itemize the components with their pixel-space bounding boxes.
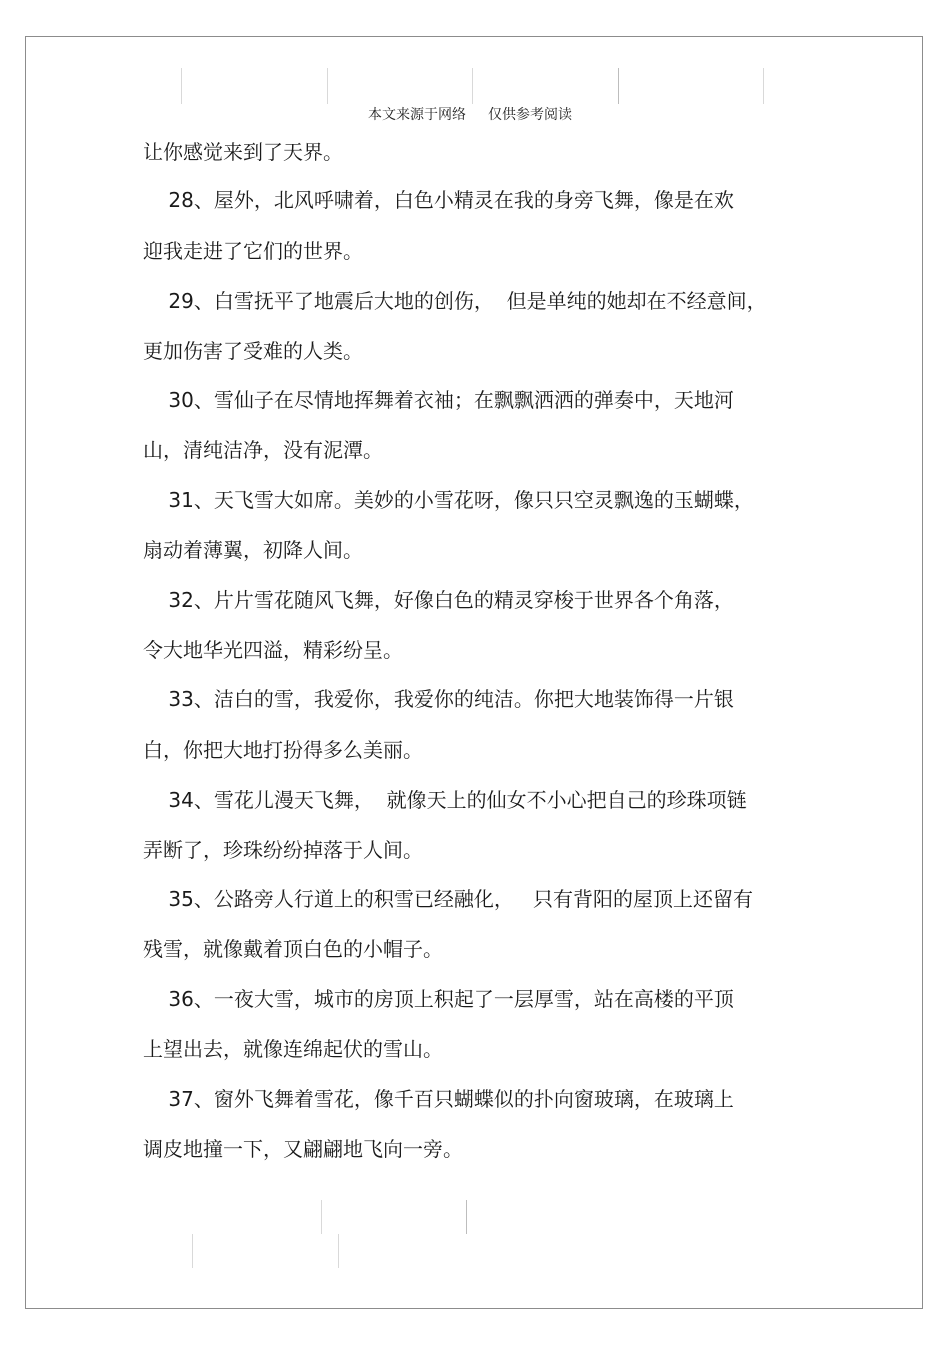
top-rule-1 [181,68,182,104]
bottom-rule-4 [338,1234,339,1268]
header-note [0,104,940,124]
body-line-1: 让你感觉来到了天界。 [143,140,343,164]
bottom-rule-2 [466,1200,467,1234]
body-line-11: 令大地华光四溢，精彩纷呈。 [143,638,403,662]
body-line-15: 弄断了，珍珠纷纷掉落于人间。 [143,838,423,862]
body-line-4: 29、白雪抚平了地震后大地的创伤， 但是单纯的她却在不经意间， [143,289,767,313]
body-line-16: 35、公路旁人行道上的积雪已经融化， 只有背阳的屋顶上还留有 [143,887,753,911]
body-line-14: 34、雪花儿漫天飞舞， 就像天上的仙女不小心把自己的珍珠项链 [143,788,747,812]
body-line-18: 36、一夜大雪，城市的房顶上积起了一层厚雪，站在高楼的平顶 [143,987,734,1011]
body-line-20: 37、窗外飞舞着雪花，像千百只蝴蝶似的扑向窗玻璃，在玻璃上 [143,1087,734,1111]
body-line-9: 扇动着薄翼，初降人间。 [143,538,363,562]
body-line-6: 30、雪仙子在尽情地挥舞着衣袖；在飘飘洒洒的弹奏中，天地河 [143,388,734,412]
body-line-2: 28、屋外，北风呼啸着，白色小精灵在我的身旁飞舞，像是在欢 [143,188,734,212]
body-line-21: 调皮地撞一下，又翩翩地飞向一旁。 [143,1137,463,1161]
body-line-5: 更加伤害了受难的人类。 [143,339,363,363]
top-rule-3 [472,68,473,104]
page-frame [25,36,923,1309]
body-line-13: 白，你把大地打扮得多么美丽。 [143,738,423,762]
bottom-rule-3 [192,1234,193,1268]
top-rule-4 [618,68,619,104]
body-line-19: 上望出去，就像连绵起伏的雪山。 [143,1037,443,1061]
body-line-8: 31、天飞雪大如席。美妙的小雪花呀，像只只空灵飘逸的玉蝴蝶， [143,488,754,512]
source-note: 本文来源于网络 [368,107,466,123]
body-line-12: 33、洁白的雪，我爱你，我爱你的纯洁。你把大地装饰得一片银 [143,687,734,711]
top-rule-5 [763,68,764,104]
body-line-3: 迎我走进了它们的世界。 [143,239,363,263]
bottom-rule-1 [321,1200,322,1234]
body-line-10: 32、片片雪花随风飞舞，好像白色的精灵穿梭于世界各个角落， [143,588,734,612]
read-note: 仅供参考阅读 [488,107,572,123]
top-rule-2 [327,68,328,104]
body-line-7: 山，清纯洁净，没有泥潭。 [143,438,383,462]
body-line-17: 残雪，就像戴着顶白色的小帽子。 [143,937,443,961]
